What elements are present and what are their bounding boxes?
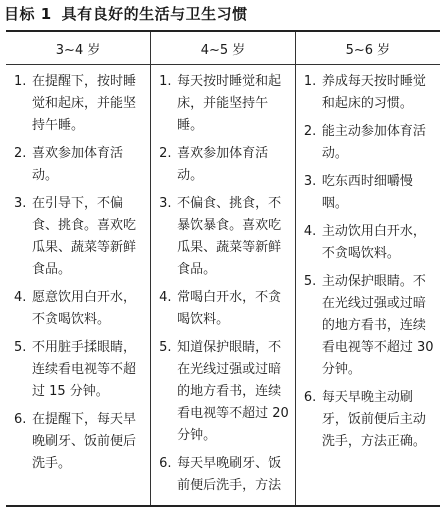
item-number: 2. (303, 124, 317, 139)
item-text: 养成每天按时睡觉和起床的习惯。 (321, 74, 426, 111)
column-3-4 (6, 65, 151, 507)
item-text: 每天早晚刷牙、饭前便后洗手，方法 (177, 456, 282, 493)
list-item (304, 221, 436, 265)
item-number: 1. (303, 74, 317, 89)
item-number: 6. (303, 390, 317, 405)
list-item (14, 409, 146, 475)
item-text: 喜欢参加体育活动。 (177, 146, 269, 183)
item-text: 能主动参加体育活动。 (321, 124, 426, 161)
item-number: 3. (159, 196, 172, 211)
item-number: 1. (159, 74, 172, 89)
list-item (304, 121, 436, 165)
list-item (14, 287, 146, 331)
header-row (6, 31, 440, 65)
item-text: 知道保护眼睛，不在光线过强或过暗的地方看书，连续看电视等不超过 20 分钟。 (177, 340, 289, 443)
list-item (304, 71, 436, 115)
item-text: 每天早晚主动刷牙，饭前便后主动洗手，方法正确。 (321, 390, 426, 449)
column-5-6 (295, 65, 440, 507)
list-item (14, 337, 146, 403)
item-text: 每天按时睡觉和起床，并能坚持午睡。 (177, 74, 282, 133)
column-4-5 (151, 65, 296, 507)
list-item (159, 453, 291, 497)
item-number: 3. (14, 196, 27, 211)
item-number: 1. (14, 74, 27, 89)
item-number: 5. (303, 274, 317, 289)
item-number: 2. (159, 146, 172, 161)
item-text: 喜欢参加体育活动。 (32, 146, 124, 183)
item-number: 4. (159, 290, 172, 305)
item-text: 常喝白开水，不贪喝饮料。 (177, 290, 282, 327)
list-item (14, 143, 146, 187)
age-header-3-4: 3~4 岁 (6, 31, 151, 65)
item-text: 主动保护眼睛。不在光线过强或过暗的地方看书，连续看电视等不超过 30 分钟。 (321, 274, 434, 377)
goal-number: 目标 1 (4, 5, 52, 23)
item-text: 在提醒下，每天早晚刷牙、饭前便后洗手。 (32, 412, 137, 471)
age-header-4-5: 4~5 岁 (151, 31, 296, 65)
list-item (159, 287, 291, 331)
list-item (159, 71, 291, 137)
list-item (304, 387, 436, 453)
item-number: 3. (303, 174, 317, 189)
list-item (159, 193, 291, 281)
item-number: 6. (14, 412, 27, 427)
age-header-5-6: 5~6 岁 (295, 31, 440, 65)
item-number: 4. (303, 224, 317, 239)
list-item (14, 71, 146, 137)
section-title (4, 3, 248, 24)
item-text: 不偏食、挑食，不暴饮暴食。喜欢吃瓜果、蔬菜等新鲜食品。 (177, 196, 282, 277)
list-item (159, 143, 291, 187)
list-item (14, 193, 146, 281)
item-number: 4. (14, 290, 27, 305)
list-item (159, 337, 291, 447)
item-text: 愿意饮用白开水，不贪喝饮料。 (32, 290, 137, 327)
item-number: 5. (159, 340, 172, 355)
item-number: 6. (159, 456, 172, 471)
list-item (304, 171, 436, 215)
item-text: 吃东西时细嚼慢咽。 (321, 174, 413, 211)
habits-table (6, 30, 440, 507)
item-text: 主动饮用白开水，不贪喝饮料。 (321, 224, 426, 261)
item-text: 不用脏手揉眼睛，连续看电视等不超过 15 分钟。 (32, 340, 137, 399)
goal-heading: 具有良好的生活与卫生习惯 (61, 5, 248, 23)
content-row (6, 65, 440, 507)
list-item (304, 271, 436, 381)
item-text: 在引导下，不偏食、挑食。喜欢吃瓜果、蔬菜等新鲜食品。 (32, 196, 137, 277)
item-number: 5. (14, 340, 27, 355)
item-number: 2. (14, 146, 27, 161)
item-text: 在提醒下，按时睡觉和起床，并能坚持午睡。 (32, 74, 137, 133)
